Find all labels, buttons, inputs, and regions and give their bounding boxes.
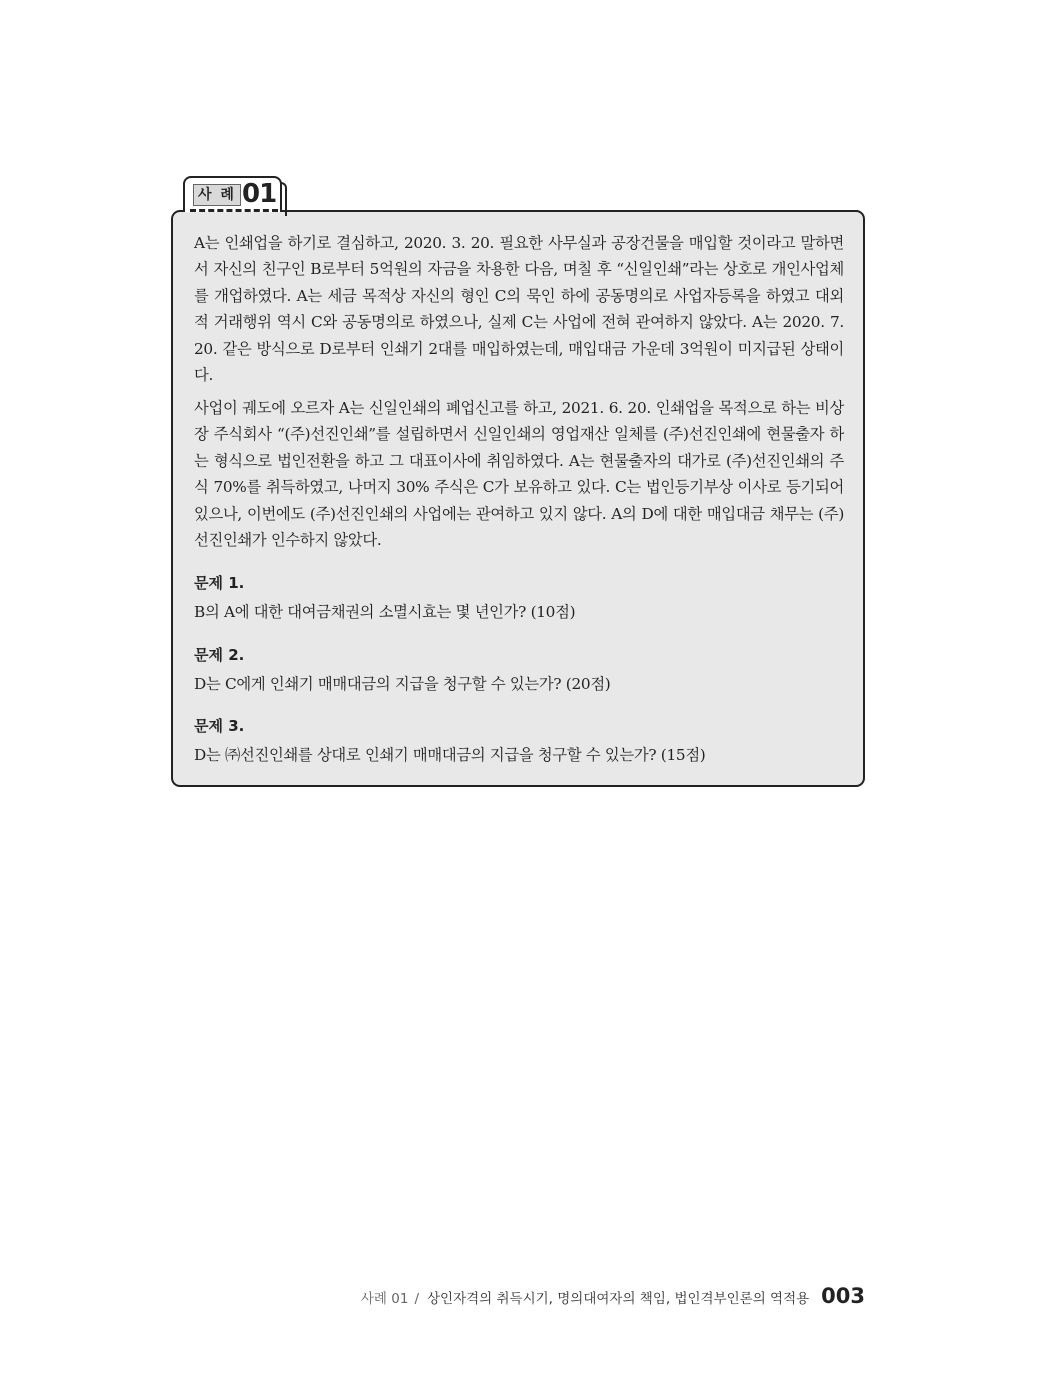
- question-1-text: B의 A에 대한 대여금채권의 소멸시효는 몇 년인가? (10점): [194, 603, 576, 621]
- question-3-heading: 문제 3.: [194, 717, 245, 735]
- question-3-text: D는 ㈜선진인쇄를 상대로 인쇄기 매매대금의 지급을 청구할 수 있는가? (15점): [194, 746, 706, 764]
- case-paragraph-2: 사업이 궤도에 오르자 A는 신일인쇄의 폐업신고를 하고, 2021. 6. 20. 인쇄업을 목적으로 하는 비상장 주식회사 “(주)선진인쇄”를 설립하면서 신일인쇄의 영업재산 일체를 (주)선진인쇄에 현물출자 하는 형식으로 법인전환을 하고 그 대표이사에 취임하였다. A는 현물출자의 대가로 (주)선진인쇄의 주식 70%를 취득하였고, 나머지 30% 주식은 C가 보유하고 있다. C는 법인등기부상 이사로 등기되어 있으나, 이번에도 (주)선진인쇄의 사업에는 관여하고 있지 않다. A의 D에 대한 매입대금 채무는 (주)선진인쇄가 인수하지 않았다.: [194, 399, 844, 550]
- footer-title: 상인자격의 취득시기, 명의대여자의 책임, 법인격부인론의 역적용: [427, 1291, 810, 1307]
- case-tab-label: 사 례: [193, 184, 241, 206]
- footer-separator: /: [414, 1291, 419, 1307]
- tab-dashed-divider: [190, 209, 278, 212]
- case-paragraph-1: A는 인쇄업을 하기로 결심하고, 2020. 3. 20. 필요한 사무실과 공장건물을 매입할 것이라고 말하면서 자신의 친구인 B로부터 5억원의 자금을 차용한 다음, 며칠 후 “신일인쇄”라는 상호로 개인사업체를 개업하였다. A는 세금 목적상 자신의 형인 C의 묵인 하에 공동명의로 사업자등록을 하였고 대외적 거래행위 역시 C와 공동명의로 하였으나, 실제 C는 사업에 전혀 관여하지 않았다. A는 2020. 7. 20. 같은 방식으로 D로부터 인쇄기 2대를 매입하였는데, 매입대금 가운데 3억원이 미지급된 상태이다.: [194, 234, 844, 385]
- page-number: 003: [821, 1284, 865, 1308]
- question-2-heading: 문제 2.: [194, 646, 245, 664]
- question-2-text: D는 C에게 인쇄기 매매대금의 지급을 청구할 수 있는가? (20점): [194, 675, 611, 693]
- case-box: [171, 210, 865, 787]
- page-footer: [361, 1284, 865, 1314]
- case-tab-number: 01: [242, 179, 277, 209]
- question-1-heading: 문제 1.: [194, 574, 245, 592]
- case-tab: [183, 176, 282, 212]
- footer-section: 사례 01: [360, 1291, 409, 1307]
